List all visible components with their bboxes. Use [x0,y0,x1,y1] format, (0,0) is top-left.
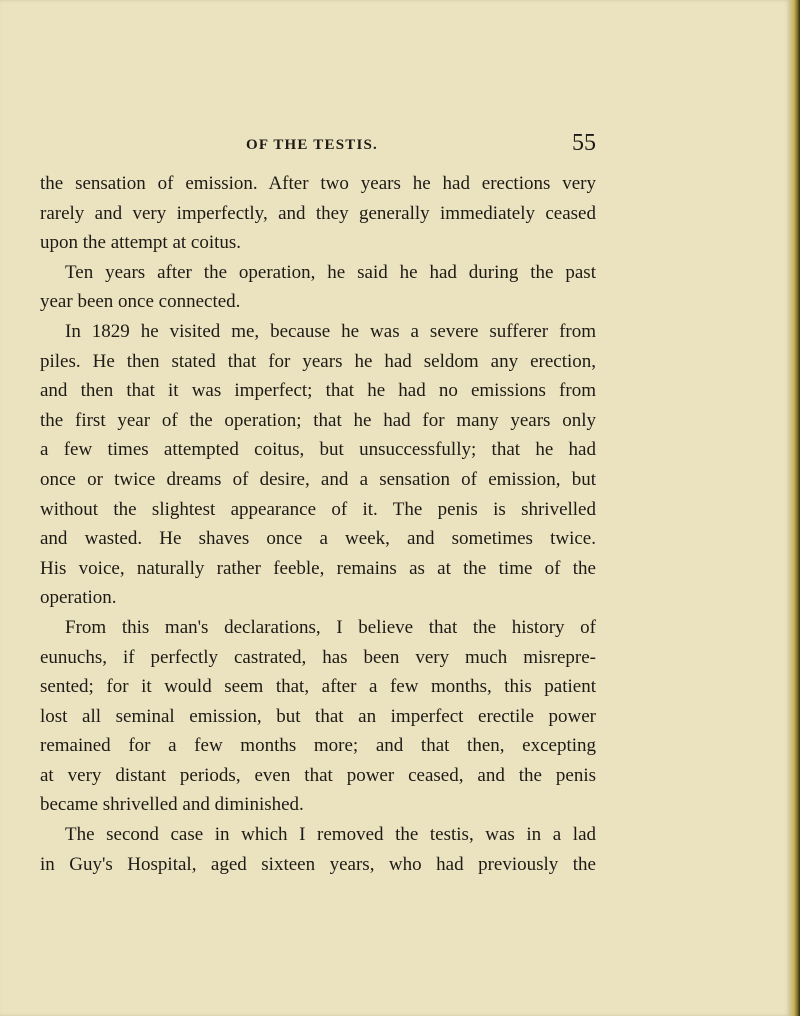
text-line: became shrivelled and diminished. [40,794,304,816]
text-line: His voice, naturally rather feeble, remains as at the time of the [40,557,596,579]
text-line: upon the attempt at coitus. [40,232,242,254]
text-line: From this man's declarations, I believe that the history of [65,616,596,638]
running-title: OF THE TESTIS. [246,137,378,153]
body-text [40,169,596,879]
text-line: once or twice dreams of desire, and a sensation of emission, but [40,468,596,490]
text-line: sented; for it would seem that, after a few months, this patient [40,676,596,698]
text-line: lost all seminal emission, but that an imperfect erectile power [40,705,596,727]
text-line: Ten years after the operation, he said he had during the past [65,261,596,283]
text-line: and then that it was imperfect; that he had no emissions from [40,380,596,402]
page-number: 55 [572,130,596,156]
text-line: the sensation of emission. After two years he had erections very [40,173,596,194]
text-line: remained for a few months more; and that then, excepting [40,735,596,757]
text-line: year been once connected. [40,291,241,313]
text-line: The second case in which I removed the testis, was in a lad [65,824,596,846]
text-line: a few times attempted coitus, but unsuccessfully; that he had [40,439,596,461]
text-line: and wasted. He shaves once a week, and sometimes twice. [40,528,596,550]
text-line: In 1829 he visited me, because he was a severe sufferer from [65,320,596,342]
text-line: the first year of the operation; that he had for many years only [40,409,596,431]
text-line: in Guy's Hospital, aged sixteen years, who had previously the [40,853,596,875]
text-line: piles. He then stated that for years he had seldom any erection, [40,350,596,372]
running-head [40,132,596,156]
text-line: rarely and very imperfectly, and they generally immediately ceased [40,202,596,224]
text-line: without the slightest appearance of it. The penis is shrivelled [40,498,596,520]
text-line: operation. [40,587,117,609]
text-line: at very distant periods, even that power ceased, and the penis [40,764,596,786]
page-edge [790,0,800,1016]
text-line: eunuchs, if perfectly castrated, has been very much misrepre- [40,646,596,668]
